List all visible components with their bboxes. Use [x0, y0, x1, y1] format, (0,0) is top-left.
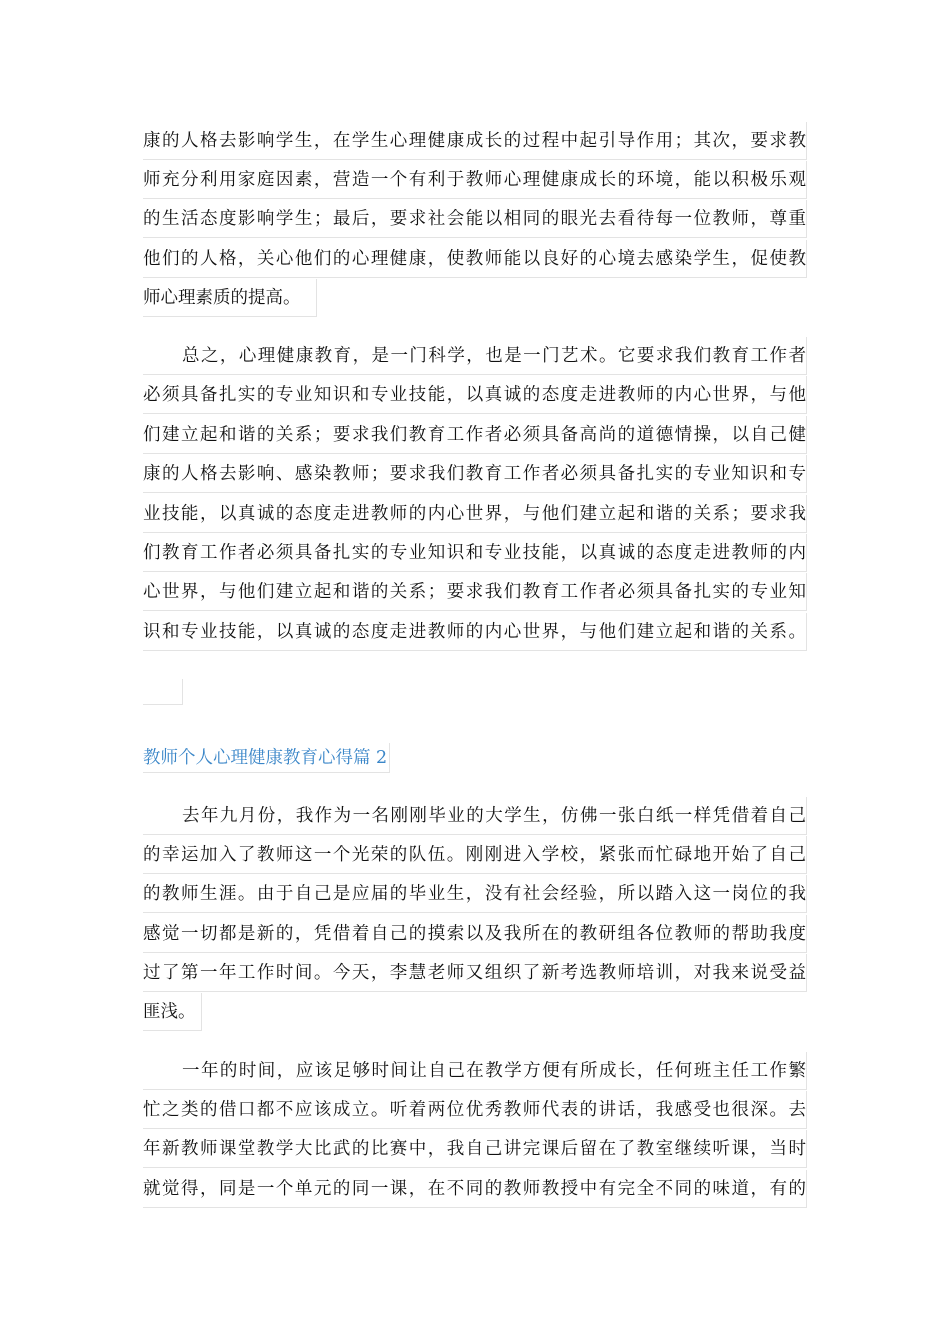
text-line: 师心理素质的提高。 [143, 279, 317, 317]
text-line: 年新教师课堂教学大比武的比赛中，我自己讲完课后留在了教室继续听课，当时 [143, 1130, 807, 1168]
text-line: 去年九月份，我作为一名刚刚毕业的大学生，仿佛一张白纸一样凭借着自己 [143, 797, 807, 835]
empty-paragraph-marker [143, 679, 183, 705]
text-line: 心世界，与他们建立起和谐的关系；要求我们教育工作者必须具备扎实的专业知 [143, 573, 807, 611]
text-line: 康的人格去影响、感染教师；要求我们教育工作者必须具备扎实的专业知识和专 [143, 455, 807, 493]
text-line: 他们的人格，关心他们的心理健康，使教师能以良好的心境去感染学生，促使教 [143, 240, 807, 278]
text-line: 的教师生涯。由于自己是应届的毕业生，没有社会经验，所以踏入这一岗位的我 [143, 875, 807, 913]
text-line: 就觉得，同是一个单元的同一课，在不同的教师教授中有完全不同的味道，有的 [143, 1170, 807, 1208]
text-line: 忙之类的借口都不应该成立。听着两位优秀教师代表的讲话，我感受也很深。去 [143, 1091, 807, 1129]
text-line: 们建立起和谐的关系；要求我们教育工作者必须具备高尚的道德情操，以自己健 [143, 416, 807, 454]
section-heading: 教师个人心理健康教育心得篇 2 [143, 743, 390, 773]
text-line: 识和专业技能，以真诚的态度走进教师的内心世界，与他们建立起和谐的关系。 [143, 613, 807, 651]
text-line: 们教育工作者必须具备扎实的专业知识和专业技能，以真诚的态度走进教师的内 [143, 534, 807, 572]
text-line: 一年的时间，应该足够时间让自己在教学方便有所成长，任何班主任工作繁 [143, 1052, 807, 1090]
text-line: 过了第一年工作时间。今天，李慧老师又组织了新考选教师培训，对我来说受益 [143, 954, 807, 992]
text-line: 康的人格去影响学生，在学生心理健康成长的过程中起引导作用；其次，要求教 [143, 122, 807, 160]
text-line: 必须具备扎实的专业知识和专业技能，以真诚的态度走进教师的内心世界，与他 [143, 376, 807, 414]
text-line: 的幸运加入了教师这一个光荣的队伍。刚刚进入学校，紧张而忙碌地开始了自己 [143, 836, 807, 874]
text-line: 师充分利用家庭因素，营造一个有利于教师心理健康成长的环境，能以积极乐观 [143, 161, 807, 199]
text-line: 感觉一切都是新的，凭借着自己的摸索以及我所在的教研组各位教师的帮助我度 [143, 915, 807, 953]
text-line: 匪浅。 [143, 993, 202, 1031]
text-line: 总之，心理健康教育，是一门科学，也是一门艺术。它要求我们教育工作者 [143, 337, 807, 375]
text-line: 的生活态度影响学生；最后，要求社会能以相同的眼光去看待每一位教师，尊重 [143, 200, 807, 238]
text-line: 业技能，以真诚的态度走进教师的内心世界，与他们建立起和谐的关系；要求我 [143, 495, 807, 533]
